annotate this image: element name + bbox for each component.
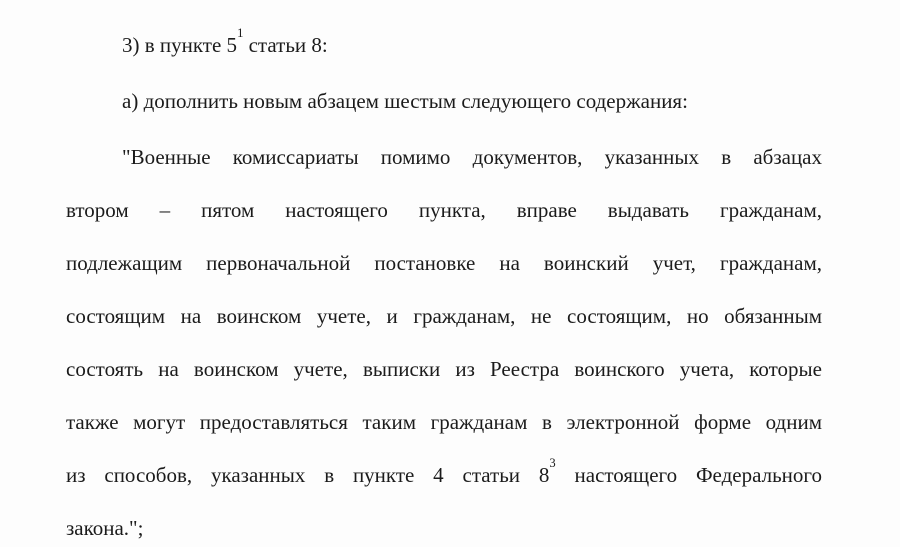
paragraph-line-8: закона.";: [66, 516, 144, 540]
paragraph-line-7: [66, 449, 822, 502]
paragraph-line-7-pre: из способов, указанных в пункте 4 статьи 8: [66, 463, 550, 487]
paragraph-line-1: "Военные комиссариаты помимо документов, указанных в абзацах: [122, 145, 822, 169]
quoted-paragraph: [66, 131, 822, 547]
paragraph-line-5: состоять на воинском учете, выписки из Реестра воинского учета, которые: [66, 357, 822, 381]
article-superscript: 3: [549, 456, 556, 471]
subclause-line: а) дополнить новым абзацем шестым следующего содержания:: [122, 89, 688, 113]
clause-line: [66, 19, 822, 72]
clause-text-pre: 3) в пункте 5: [122, 33, 238, 57]
paragraph-line-7-post: настоящего Федерального: [555, 463, 822, 487]
paragraph-line-4: состоящим на воинском учете, и гражданам, не состоящим, но обязанным: [66, 304, 822, 328]
clause-text-post: статьи 8:: [243, 33, 328, 57]
paragraph-line-3: подлежащим первоначальной постановке на воинский учет, гражданам,: [66, 251, 822, 275]
clause-superscript: 1: [237, 26, 244, 41]
paragraph-line-2: втором – пятом настоящего пункта, вправе выдавать гражданам,: [66, 198, 822, 222]
paragraph-line-6: также могут предоставляться таким гражданам в электронной форме одним: [66, 410, 822, 434]
